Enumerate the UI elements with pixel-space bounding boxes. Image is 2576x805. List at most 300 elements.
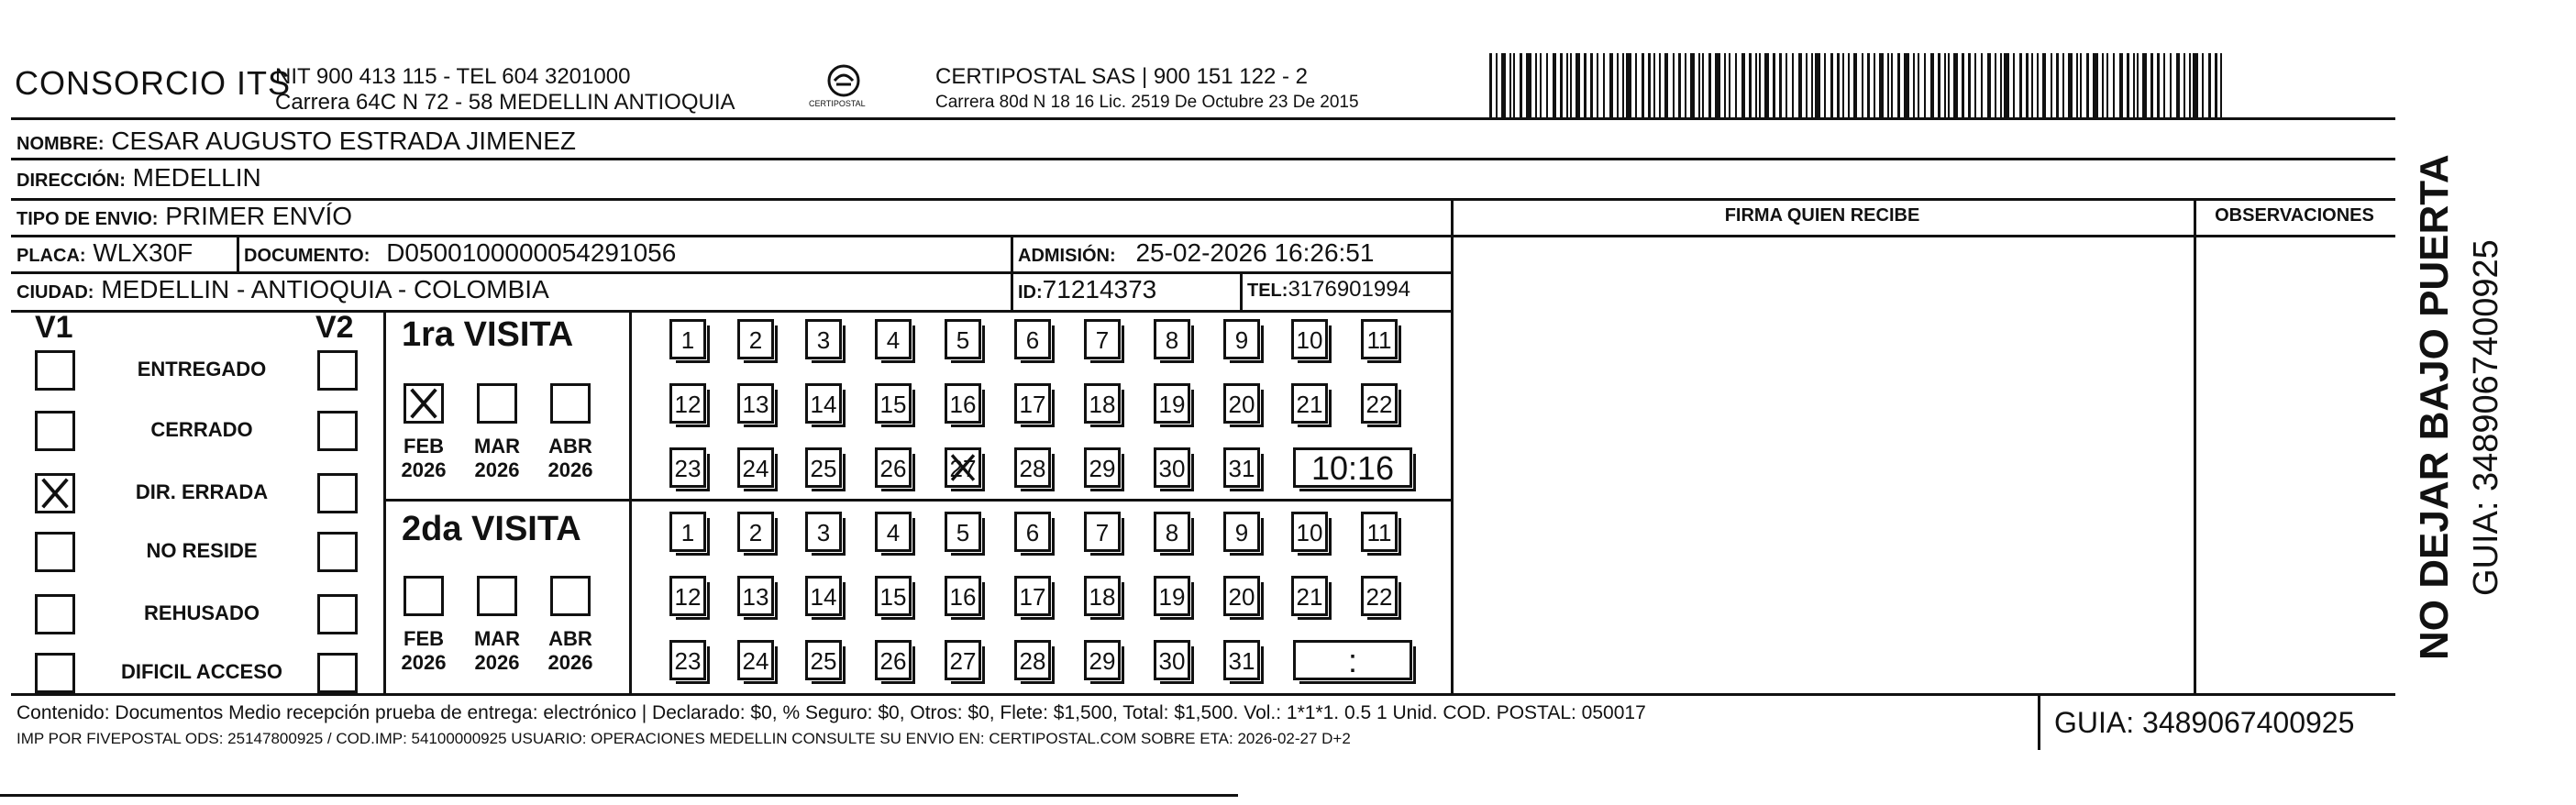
day-box[interactable] (737, 447, 774, 488)
day-box[interactable] (1154, 512, 1190, 552)
day-box[interactable] (945, 640, 981, 680)
barcode-bar (1603, 53, 1605, 119)
day-box[interactable] (945, 383, 981, 424)
cut-line (0, 794, 1238, 797)
id-value: 71214373 (1042, 275, 1157, 303)
time-box[interactable] (1293, 447, 1412, 488)
month-name: FEB (404, 627, 444, 650)
day-box[interactable] (737, 319, 774, 359)
tel-label: TEL: (1247, 281, 1288, 301)
day-number: 3 (816, 519, 831, 546)
day-number: 7 (1095, 519, 1110, 546)
visit-month-border (629, 310, 632, 693)
day-box[interactable] (669, 640, 706, 680)
day-box[interactable] (669, 512, 706, 552)
barcode-bar (1520, 53, 1522, 119)
barcode-bar (2106, 53, 2108, 119)
barcode-bar (1678, 53, 1681, 119)
v1-checkbox[interactable] (35, 532, 75, 572)
barcode-bar (1546, 53, 1548, 119)
day-box[interactable] (1014, 576, 1051, 616)
day-box[interactable] (669, 319, 706, 359)
day-number: 17 (1019, 391, 1046, 418)
firma-label: FIRMA QUIEN RECIBE (1724, 205, 1920, 226)
barcode-bar (1715, 53, 1720, 119)
barcode-bar (1930, 53, 1934, 119)
v2-checkbox[interactable] (317, 653, 358, 693)
day-number: 10 (1296, 326, 1323, 354)
day-number: 19 (1158, 583, 1186, 611)
cell-divider (237, 235, 239, 271)
barcode-bar (2051, 53, 2052, 119)
month-name: ABR (548, 435, 592, 458)
barcode-bar (1811, 53, 1813, 119)
day-box[interactable] (1084, 319, 1121, 359)
direccion-field (17, 163, 261, 193)
day-number: 24 (742, 647, 769, 675)
day-box[interactable] (945, 576, 981, 616)
barcode-bar (1974, 53, 1976, 119)
day-number: 23 (674, 647, 702, 675)
visit2-title: 2da VISITA (402, 510, 581, 548)
day-number: 11 (1366, 519, 1392, 546)
day-number: 8 (1165, 519, 1179, 546)
day-box[interactable] (669, 576, 706, 616)
day-box[interactable] (945, 512, 981, 552)
row-divider (11, 310, 1451, 313)
barcode-bar (1566, 53, 1568, 119)
barcode-bar (1741, 53, 1745, 119)
day-number: 30 (1158, 455, 1186, 482)
barcode-bar (1622, 53, 1624, 119)
day-box[interactable] (1154, 447, 1190, 488)
v2-checkbox[interactable] (317, 532, 358, 572)
barcode-bar (1962, 53, 1964, 119)
tipo-label: TIPO DE ENVIO: (17, 209, 159, 229)
row-divider (11, 235, 2395, 237)
month-name: ABR (548, 627, 592, 650)
day-number: 21 (1296, 583, 1323, 611)
barcode-bar (1887, 53, 1889, 119)
day-number: 18 (1089, 391, 1116, 418)
day-number: 20 (1228, 583, 1255, 611)
day-number: 5 (956, 326, 970, 354)
day-number: 16 (949, 583, 977, 611)
barcode-bar (1764, 53, 1769, 119)
barcode-bar (2202, 53, 2204, 119)
documento-field (244, 238, 676, 268)
row-divider (11, 271, 1451, 274)
barcode-bar (1526, 53, 1531, 119)
barcode-bar (1842, 53, 1844, 119)
day-box[interactable] (805, 383, 842, 424)
day-number: 11 (1366, 326, 1392, 354)
tel-value: 3176901994 (1288, 277, 1410, 302)
day-number: 1 (680, 519, 695, 546)
day-number: 31 (1228, 455, 1255, 482)
row-divider (11, 198, 2395, 201)
day-number: 12 (674, 583, 702, 611)
barcode-bar (2184, 53, 2185, 119)
day-number: 25 (810, 647, 837, 675)
day-box[interactable] (669, 383, 706, 424)
placa-field (17, 238, 193, 268)
day-box[interactable] (1223, 576, 1260, 616)
day-box[interactable] (1361, 319, 1398, 359)
day-number: 26 (879, 647, 907, 675)
day-number: 28 (1019, 455, 1046, 482)
barcode-bar (1590, 53, 1593, 119)
v2-checkbox[interactable] (317, 350, 358, 391)
barcode-bar (1837, 53, 1840, 119)
barcode-bar (1553, 53, 1556, 119)
v1-checkbox[interactable] (35, 653, 75, 693)
day-number: 18 (1089, 583, 1116, 611)
day-number: 27 (949, 647, 977, 675)
barcode-bar (2080, 53, 2082, 119)
day-box[interactable] (805, 319, 842, 359)
documento-value: D0500100000054291056 (386, 238, 677, 267)
day-box[interactable] (875, 383, 912, 424)
barcode-bar (1575, 53, 1580, 119)
barcode-bar (1690, 53, 1695, 119)
barcode-bar (2220, 53, 2222, 119)
barcode-bar (2189, 53, 2191, 119)
barcode-bar (1659, 53, 1661, 119)
day-box[interactable] (1223, 640, 1260, 680)
barcode-bar (2056, 53, 2059, 119)
day-box[interactable] (945, 447, 981, 488)
day-number: 13 (742, 583, 769, 611)
day-box[interactable] (1014, 383, 1051, 424)
footer-line2: IMP POR FIVEPOSTAL ODS: 25147800925 / COD.IMP: 54100000925 USUARIO: OPERACIONES MEDELLIN CONSULTE SU ENVIO EN: CERTIPOSTAL.COM SOBRE ETA: 2026-02-27 D+2 (17, 730, 1351, 747)
day-box[interactable] (805, 576, 842, 616)
v1-checkbox[interactable] (35, 473, 75, 513)
day-number: 14 (810, 391, 837, 418)
barcode-bar (1874, 53, 1875, 119)
day-box[interactable] (1291, 512, 1328, 552)
barcode-bar (1635, 53, 1637, 119)
address-line: Carrera 64C N 72 - 58 MEDELLIN ANTIOQUIA (275, 90, 735, 115)
day-number: 10 (1296, 519, 1323, 546)
obs-left-border (2194, 198, 2196, 693)
month-year: 2026 (401, 651, 447, 674)
day-box[interactable] (1361, 512, 1398, 552)
barcode-bar (2157, 53, 2160, 119)
day-box[interactable] (945, 319, 981, 359)
day-number: 29 (1089, 647, 1116, 675)
month-name: MAR (473, 435, 521, 458)
day-box[interactable] (1014, 447, 1051, 488)
footer-divider (2038, 693, 2040, 750)
id-label: ID: (1018, 282, 1043, 303)
day-number: 3 (816, 326, 831, 354)
admision-value: 25-02-2026 16:26:51 (1135, 238, 1375, 267)
status-label: NO RESIDE (146, 539, 258, 562)
day-box[interactable] (1014, 319, 1051, 359)
day-box[interactable] (1223, 447, 1260, 488)
barcode-bar (2176, 53, 2180, 119)
barcode-bar (1698, 53, 1700, 119)
month-checkbox[interactable] (477, 576, 517, 616)
barcode-bar (1560, 53, 1563, 119)
day-box[interactable] (875, 447, 912, 488)
day-number: 25 (810, 455, 837, 482)
barcode-bar (2086, 53, 2089, 119)
barcode-bar (2031, 53, 2033, 119)
v1-checkbox[interactable] (35, 350, 75, 391)
month-checkbox[interactable] (404, 576, 444, 616)
day-number: 13 (742, 391, 769, 418)
day-box[interactable] (737, 576, 774, 616)
day-box[interactable] (805, 512, 842, 552)
v2-checkbox[interactable] (317, 411, 358, 451)
day-box[interactable] (1154, 383, 1190, 424)
day-box[interactable] (1291, 383, 1328, 424)
nombre-value: CESAR AUGUSTO ESTRADA JIMENEZ (111, 127, 577, 155)
day-number: 29 (1089, 455, 1116, 482)
nit-line: NIT 900 413 115 - TEL 604 3201000 (275, 64, 631, 89)
day-number: 31 (1228, 647, 1255, 675)
day-box[interactable] (875, 640, 912, 680)
barcode-bar (2026, 53, 2029, 119)
day-number: 14 (810, 583, 837, 611)
barcode-bar (1897, 53, 1900, 119)
day-number: 4 (886, 326, 901, 354)
month-year: 2026 (547, 651, 593, 674)
barcode-bar (2127, 53, 2129, 119)
day-number: 12 (674, 391, 702, 418)
barcode-bar (2215, 53, 2217, 119)
barcode-bar (2062, 53, 2064, 119)
barcode-bar (1501, 53, 1506, 119)
day-number: 16 (949, 391, 977, 418)
day-box[interactable] (875, 512, 912, 552)
day-number: 5 (956, 519, 970, 546)
visit1-title: 1ra VISITA (402, 315, 574, 354)
barcode-bar (2019, 53, 2022, 119)
barcode-bar (2119, 53, 2123, 119)
placa-value: WLX30F (93, 238, 193, 267)
footer-guia: GUIA: 3489067400925 (2054, 706, 2355, 739)
barcode-bar (1648, 53, 1651, 119)
day-number: 6 (1025, 519, 1040, 546)
barcode-bar (1798, 53, 1802, 119)
ciudad-field (17, 275, 549, 304)
ciudad-value: MEDELLIN - ANTIOQUIA - COLOMBIA (101, 275, 549, 303)
nombre-field (17, 127, 576, 156)
day-number: 28 (1019, 647, 1046, 675)
v2-checkbox[interactable] (317, 594, 358, 634)
barcode (1489, 53, 2232, 119)
nombre-label: NOMBRE: (17, 134, 105, 154)
direccion-label: DIRECCIÓN: (17, 171, 126, 191)
barcode-bar (1968, 53, 1971, 119)
ciudad-label: CIUDAD: (17, 282, 94, 303)
barcode-bar (1513, 53, 1515, 119)
time-value: 10:16 (1310, 449, 1395, 487)
day-number: 8 (1165, 326, 1179, 354)
visit-left-border (383, 310, 386, 693)
direccion-value: MEDELLIN (132, 163, 261, 192)
barcode-bar (1724, 53, 1726, 119)
day-number: 6 (1025, 326, 1040, 354)
barcode-bar (1806, 53, 1808, 119)
barcode-bar (1755, 53, 1757, 119)
day-box[interactable] (875, 576, 912, 616)
barcode-bar (2013, 53, 2015, 119)
observaciones-label: OBSERVACIONES (2215, 205, 2374, 226)
placa-label: PLACA: (17, 246, 86, 266)
barcode-bar (1786, 53, 1787, 119)
certi-line2: Carrera 80d N 18 16 Lic. 2519 De Octubre 23 De 2015 (935, 93, 1359, 112)
barcode-bar (1617, 53, 1619, 119)
barcode-bar (1824, 53, 1826, 119)
barcode-bar (1759, 53, 1761, 119)
day-box[interactable] (1014, 640, 1051, 680)
barcode-bar (1749, 53, 1752, 119)
day-box[interactable] (737, 383, 774, 424)
barcode-bar (2142, 53, 2147, 119)
barcode-bar (2193, 53, 2198, 119)
side-warning: NO DEJAR BAJO PUERTA (2412, 154, 2457, 660)
day-number: 19 (1158, 391, 1186, 418)
barcode-bar (1830, 53, 1833, 119)
barcode-bar (1862, 53, 1863, 119)
day-box[interactable] (1084, 640, 1121, 680)
barcode-bar (2068, 53, 2073, 119)
day-box[interactable] (805, 447, 842, 488)
day-box[interactable] (805, 640, 842, 680)
day-number: 15 (879, 391, 907, 418)
day-number: 9 (1234, 519, 1249, 546)
month-year: 2026 (547, 458, 593, 481)
day-box[interactable] (1291, 319, 1328, 359)
month-label (468, 435, 526, 482)
day-box[interactable] (1014, 512, 1051, 552)
day-box[interactable] (669, 447, 706, 488)
barcode-bar (1570, 53, 1572, 119)
admision-field (1018, 238, 1374, 268)
day-box[interactable] (1084, 447, 1121, 488)
footer-line1: Contenido: Documentos Medio recepción prueba de entrega: electrónico | Declarado: $0, % Seguro: $0, Otros: $0, Flete: $1,500, Total: $1,500. Vol.: 1*1*1. 0.5 1 Unid. COD. POSTAL: 050017 (17, 702, 1646, 723)
day-box[interactable] (1361, 383, 1398, 424)
company-name: CONSORCIO ITS (15, 64, 292, 102)
barcode-bar (1685, 53, 1686, 119)
barcode-bar (1792, 53, 1794, 119)
v2-checkbox[interactable] (317, 473, 358, 513)
day-number: 1 (680, 326, 695, 354)
logo-text: CERTIPOSTAL (809, 99, 866, 108)
time-value: : (1347, 642, 1357, 679)
status-label: DIR. ERRADA (135, 480, 269, 503)
month-checkbox[interactable] (550, 383, 591, 424)
month-year: 2026 (474, 651, 520, 674)
barcode-bar (1597, 53, 1598, 119)
month-label (541, 627, 600, 675)
status-label: ENTREGADO (137, 358, 267, 380)
cell-divider (1240, 271, 1243, 312)
day-box[interactable] (737, 640, 774, 680)
tipo-value: PRIMER ENVÍO (165, 202, 353, 230)
month-year: 2026 (401, 458, 447, 481)
barcode-bar (1938, 53, 1940, 119)
day-box[interactable] (1154, 319, 1190, 359)
barcode-bar (2137, 53, 2139, 119)
day-number: 27 (949, 455, 977, 482)
day-box[interactable] (1223, 319, 1260, 359)
barcode-bar (2004, 53, 2009, 119)
month-label (394, 435, 453, 482)
barcode-bar (1953, 53, 1958, 119)
day-box[interactable] (1223, 383, 1260, 424)
side-guia: GUIA: 3489067400925 (2467, 239, 2505, 596)
v1-checkbox[interactable] (35, 594, 75, 634)
day-box[interactable] (875, 319, 912, 359)
v1-checkbox[interactable] (35, 411, 75, 451)
month-label (394, 627, 453, 675)
day-box[interactable] (1084, 383, 1121, 424)
barcode-bar (2133, 53, 2135, 119)
visit-divider (383, 499, 1451, 502)
day-number: 20 (1228, 391, 1255, 418)
day-box[interactable] (1223, 512, 1260, 552)
barcode-bar (1535, 53, 1537, 119)
barcode-bar (1867, 53, 1870, 119)
v2-label: V2 (315, 310, 354, 345)
day-box[interactable] (1361, 576, 1398, 616)
barcode-bar (1987, 53, 1991, 119)
barcode-bar (1729, 53, 1730, 119)
barcode-bar (1904, 53, 1909, 119)
barcode-bar (1653, 53, 1655, 119)
month-label (541, 435, 600, 482)
barcode-bar (2113, 53, 2115, 119)
company-info (275, 64, 735, 116)
barcode-bar (1642, 53, 1644, 119)
month-checkbox[interactable] (477, 383, 517, 424)
barcode-bar (1995, 53, 1996, 119)
status-label: DIFICIL ACCESO (120, 660, 282, 683)
barcode-bar (1609, 53, 1613, 119)
v1-label: V1 (35, 310, 73, 345)
day-number: 9 (1234, 326, 1249, 354)
barcode-bar (2163, 53, 2165, 119)
barcode-bar (1918, 53, 1919, 119)
time-box[interactable] (1293, 640, 1412, 680)
day-box[interactable] (1084, 576, 1121, 616)
id-field (1018, 275, 1156, 304)
barcode-bar (1708, 53, 1711, 119)
day-box[interactable] (1084, 512, 1121, 552)
day-number: 24 (742, 455, 769, 482)
day-box[interactable] (1154, 576, 1190, 616)
day-box[interactable] (737, 512, 774, 552)
barcode-bar (2037, 53, 2039, 119)
barcode-bar (1509, 53, 1511, 119)
day-number: 26 (879, 455, 907, 482)
barcode-bar (1702, 53, 1704, 119)
barcode-bar (1584, 53, 1587, 119)
day-number: 17 (1019, 583, 1046, 611)
day-box[interactable] (1291, 576, 1328, 616)
barcode-bar (1626, 53, 1631, 119)
barcode-bar (1489, 53, 1492, 119)
day-box[interactable] (1154, 640, 1190, 680)
month-checkbox[interactable] (404, 383, 444, 424)
month-checkbox[interactable] (550, 576, 591, 616)
day-number: 22 (1365, 391, 1393, 418)
